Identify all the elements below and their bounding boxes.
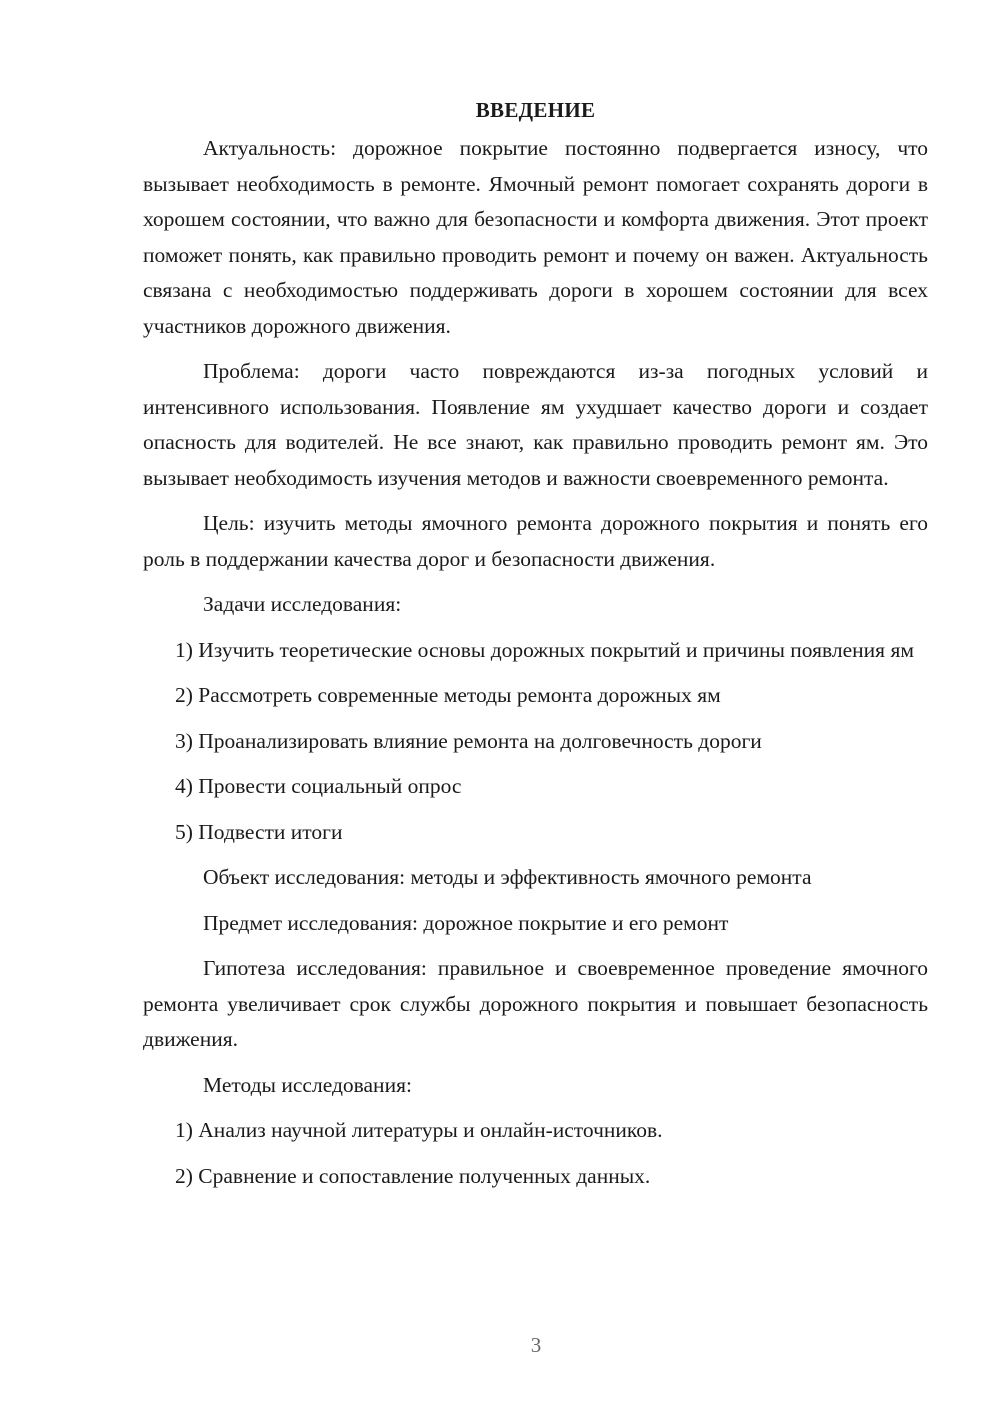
goal-paragraph: Цель: изучить методы ямочного ремонта дорожного покрытия и понять его роль в поддержании качества дорог и безопасности движения. [143, 511, 928, 571]
problem-paragraph: Проблема: дороги часто повреждаются из-за погодных условий и интенсивного использования. Появление ям ухудшает качество дороги и создает опасность для водителей. Не все знают, как правильно проводить ремонт ям. Это вызывает необходимость изучения методов и важности своевременного ремонта. [143, 359, 928, 490]
task-item-3: 3) Проанализировать влияние ремонта на долговечность дороги [175, 728, 762, 753]
method-item-1: 1) Анализ научной литературы и онлайн-источников. [175, 1118, 663, 1142]
hypothesis-paragraph: Гипотеза исследования: правильное и своевременное проведение ямочного ремонта увеличивает срок службы дорожного покрытия и повышает безопасность движения. [143, 956, 928, 1051]
section-title: ВВЕДЕНИЕ [475, 98, 596, 122]
object-paragraph: Объект исследования: методы и эффективность ямочного ремонта [203, 865, 812, 889]
document-page [143, 95, 928, 1204]
task-item-5: 5) Подвести итоги [175, 819, 343, 844]
task-item-2: 2) Рассмотреть современные методы ремонта дорожных ям [175, 683, 721, 707]
methods-heading: Методы исследования: [203, 1072, 412, 1097]
relevance-paragraph: Актуальность: дорожное покрытие постоянно подвергается износу, что вызывает необходимость в ремонте. Ямочный ремонт помогает сохранять дороги в хорошем состоянии, что важно для безопасности и комфорта движения. Этот проект поможет понять, как правильно проводить ремонт и почему он важен. Актуальность связана с необходимостью поддерживать дороги в хорошем состоянии для всех участников дорожного движения. [143, 136, 928, 338]
tasks-heading: Задачи исследования: [203, 592, 402, 616]
task-item-4: 4) Провести социальный опрос [175, 774, 462, 798]
task-item-1: 1) Изучить теоретические основы дорожных покрытий и причины появления ям [175, 637, 914, 662]
page-number: 3 [530, 1333, 542, 1357]
method-item-2: 2) Сравнение и сопоставление полученных данных. [175, 1163, 651, 1188]
subject-paragraph: Предмет исследования: дорожное покрытие и его ремонт [203, 910, 729, 935]
